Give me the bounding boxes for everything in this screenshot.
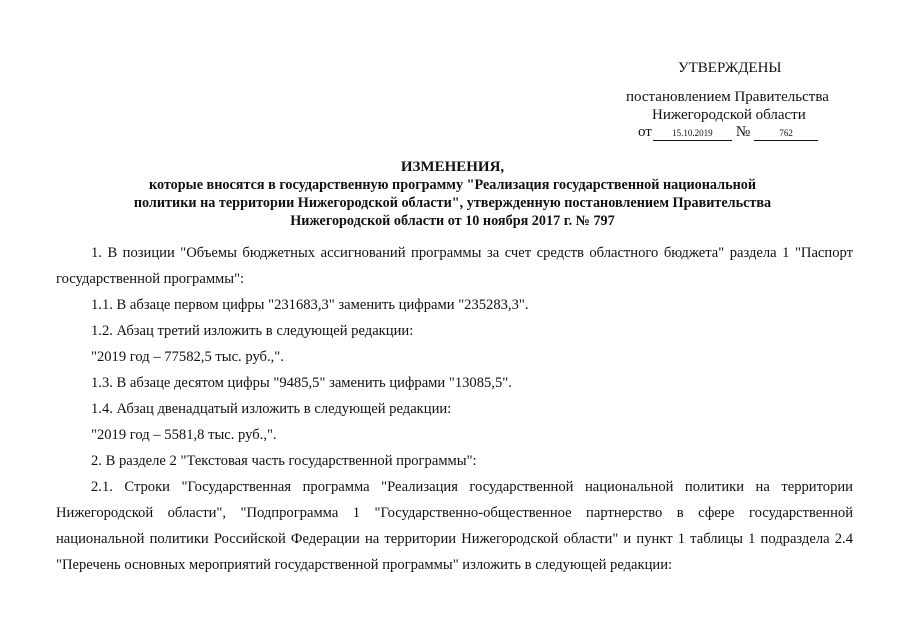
- paragraph-1-1: 1.1. В абзаце первом цифры "231683,3" заменить цифрами "235283,3".: [91, 297, 529, 313]
- paragraph-1-2: 1.2. Абзац третий изложить в следующей редакции:: [91, 323, 414, 339]
- approval-date: 15.10.2019: [653, 127, 732, 141]
- approval-line-resolution: постановлением Правительства: [626, 89, 829, 105]
- paragraph-2-1: 2.1. Строки "Государственная программа "Реализация государственной национальной политики на территории Нижегородской области", "Подпрограмма 1 "Государственно-общественное партнерство в сфере государственной национальной политики Российской Федерации на территории Нижегородской области" и пункт 1 таблицы 1 подраздела 2.4 "Перечень основных мероприятий государственной программы" изложить в следующей редакции:: [56, 479, 853, 573]
- paragraph-2: 2. В разделе 2 "Текстовая часть государственной программы":: [91, 453, 477, 469]
- paragraph-1-4-text: "2019 год – 5581,8 тыс. руб.,".: [91, 427, 277, 443]
- approved-title: УТВЕРЖДЕНЫ: [678, 60, 782, 76]
- document-body: [56, 240, 853, 578]
- paragraph-1: 1. В позиции "Объемы бюджетных ассигнований программы за счет средств областного бюджета" раздела 1 "Паспорт государственной программы":: [56, 245, 853, 287]
- document-title: [0, 158, 905, 230]
- paragraph-1-4: 1.4. Абзац двенадцатый изложить в следующей редакции:: [91, 401, 452, 417]
- number-sign: №: [735, 124, 751, 140]
- from-label: от: [638, 124, 652, 140]
- title-line-1: которые вносятся в государственную программу "Реализация государственной национальной: [148, 177, 757, 193]
- title-line-3: Нижегородской области от 10 ноября 2017 г. № 797: [290, 213, 615, 229]
- title-heading: ИЗМЕНЕНИЯ,: [400, 159, 505, 175]
- paragraph-1-3: 1.3. В абзаце десятом цифры "9485,5" заменить цифрами "13085,5".: [91, 375, 512, 391]
- title-line-2: политики на территории Нижегородской области", утвержденную постановлением Правительства: [133, 195, 772, 211]
- approval-number: 762: [754, 127, 818, 141]
- approval-date-number-line: [638, 124, 818, 141]
- paragraph-1-2-text: "2019 год – 77582,5 тыс. руб.,".: [91, 349, 284, 365]
- approval-line-region: Нижегородской области: [652, 107, 806, 123]
